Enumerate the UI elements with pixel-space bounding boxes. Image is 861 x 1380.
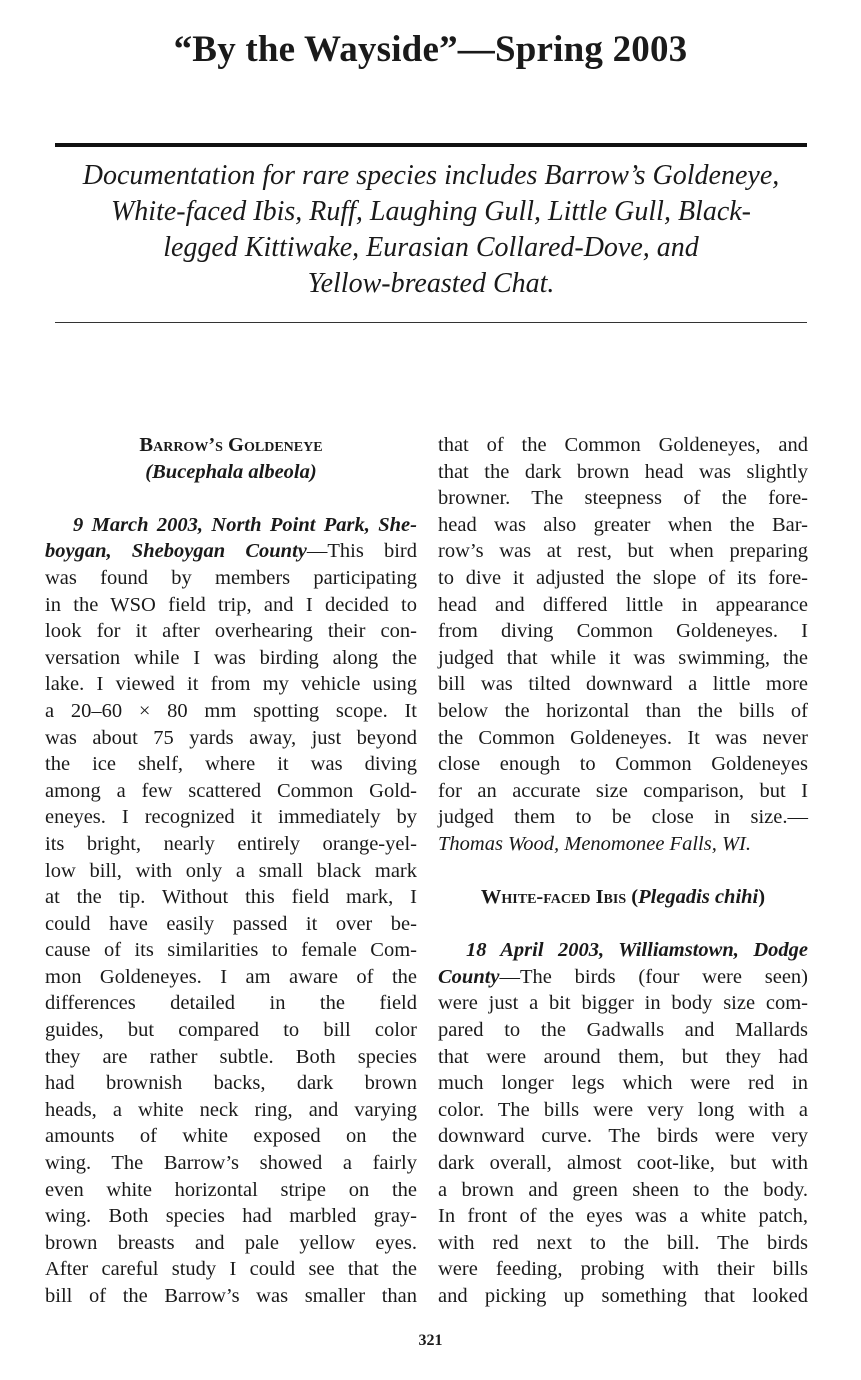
article-title: “By the Wayside”—Spring 2003	[173, 29, 688, 70]
body-line: lake. I viewed it from my vehicle using	[45, 673, 417, 696]
body-line: from diving Common Goldeneyes. I	[438, 620, 808, 643]
species-common-name: Barrow’s Goldeneye	[139, 434, 323, 456]
entry-date-location: boygan, Sheboygan County	[45, 540, 307, 563]
spacer	[438, 911, 808, 938]
spacer	[438, 858, 808, 885]
body-line: browner. The steepness of the fore-	[438, 487, 808, 510]
spacer	[45, 485, 417, 512]
body-line: for an accurate size comparison, but I	[438, 779, 808, 802]
species-common-name: White-faced Ibis	[480, 886, 627, 909]
body-line: judged them to be close in size.—	[438, 806, 808, 829]
body-line: that the dark brown head was slightly	[438, 460, 808, 483]
species-scientific-line	[45, 459, 417, 486]
body-line: In front of the eyes was a white patch,	[438, 1205, 808, 1228]
body-line: a brown and green sheen to the body.	[438, 1178, 808, 1201]
entry-date-line	[45, 512, 417, 539]
right-column	[438, 432, 808, 1310]
body-line: differences detailed in the field	[45, 992, 417, 1015]
observer-signature-line	[438, 831, 808, 858]
title-rule-thick	[55, 143, 807, 147]
abstract-line: Documentation for rare species includes Barrow’s Goldeneye,	[82, 160, 780, 191]
body-line: versation while I was birding along the	[45, 646, 417, 669]
body-line: pared to the Gadwalls and Mallards	[438, 1019, 808, 1042]
observer-signature: Thomas Wood, Menomonee Falls, WI.	[438, 832, 751, 855]
abstract-line: Yellow-breasted Chat.	[307, 268, 555, 299]
body-line: the Common Goldeneyes. It was never	[438, 726, 808, 749]
entry-text: —The birds (four were seen)	[499, 965, 808, 988]
species-heading-white-faced-ibis: White-faced Ibis (Plegadis chihi)	[480, 886, 766, 909]
abstract-line: White-faced Ibis, Ruff, Laughing Gull, Little Gull, Black-	[110, 196, 752, 227]
body-line: was found by members participating	[45, 566, 417, 589]
body-line: in the WSO field trip, and I decided to	[45, 593, 417, 616]
page-number: 321	[418, 1332, 443, 1349]
body-line: close enough to Common Goldeneyes	[438, 753, 808, 776]
body-line: cause of its similarities to female Com-	[45, 939, 417, 962]
body-line: were just a bit bigger in body size com-	[438, 992, 808, 1015]
body-line: among a few scattered Common Gold-	[45, 779, 417, 802]
body-line: look for it after overhearing their con-	[45, 620, 417, 643]
body-line: could have easily passed it over be-	[45, 912, 417, 935]
body-line: amounts of white exposed on the	[45, 1125, 417, 1148]
body-line: was about 75 yards away, just beyond	[45, 726, 417, 749]
body-line: color. The bills were very long with a	[438, 1098, 808, 1121]
body-line: heads, a white neck ring, and varying	[45, 1098, 417, 1121]
abstract-line: legged Kittiwake, Eurasian Collared-Dove, and	[163, 232, 699, 263]
entry-text: —This bird	[306, 540, 418, 563]
entry-date-location: County	[438, 965, 500, 988]
abstract-rule-thin	[55, 322, 807, 323]
body-line: downward curve. The birds were very	[438, 1125, 808, 1148]
body-line: they are rather subtle. Both species	[45, 1045, 417, 1068]
species-scientific-name: Plegadis chihi	[638, 886, 759, 909]
body-line: with red next to the bill. The birds	[438, 1231, 808, 1254]
body-line: and picking up something that looked	[438, 1285, 808, 1307]
body-line: a 20–60 × 80 mm spotting scope. It	[45, 699, 417, 722]
body-line: head was also greater when the Bar-	[438, 513, 808, 536]
body-line: that of the Common Goldeneyes, and	[438, 434, 808, 456]
body-line: eneyes. I recognized it immediately by	[45, 806, 417, 829]
body-line: bill was tilted downward a little more	[438, 673, 808, 696]
body-line: guides, but compared to bill color	[45, 1019, 417, 1042]
body-line: much longer legs which were red in	[438, 1072, 808, 1095]
body-line: wing. Both species had marbled gray-	[45, 1205, 417, 1228]
body-line: the ice shelf, where it was diving	[45, 753, 417, 776]
body-line: at the tip. Without this field mark, I	[45, 886, 417, 909]
article-abstract	[60, 158, 802, 302]
entry-date-location: 18 April 2003, Williamstown, Dodge	[466, 939, 808, 962]
body-line: had brownish backs, dark brown	[45, 1072, 417, 1095]
body-line: After careful study I could see that the	[45, 1258, 417, 1281]
body-line: brown breasts and pale yellow eyes.	[45, 1231, 417, 1254]
body-line: mon Goldeneyes. I am aware of the	[45, 965, 417, 988]
body-line: its bright, nearly entirely orange-yel-	[45, 832, 417, 855]
body-line: that were around them, but they had	[438, 1045, 808, 1068]
species-scientific-name: (Bucephala albeola)	[145, 460, 317, 483]
body-line: low bill, with only a small black mark	[45, 859, 417, 882]
entry-date-line	[45, 538, 417, 565]
left-column	[45, 432, 417, 1310]
species-heading-barrows-goldeneye	[45, 432, 417, 459]
body-line: row’s was at rest, but when preparing	[438, 540, 808, 563]
body-line: dark overall, almost coot-like, but with	[438, 1152, 808, 1175]
body-line: below the horizontal than the bills of	[438, 699, 808, 722]
body-line: head and differed little in appearance	[438, 593, 808, 616]
body-line: even white horizontal stripe on the	[45, 1178, 417, 1201]
body-line: were feeding, probing with their bills	[438, 1258, 808, 1281]
body-line: bill of the Barrow’s was smaller than	[45, 1285, 417, 1307]
body-line: judged that while it was swimming, the	[438, 646, 808, 669]
entry-date-line	[438, 937, 808, 964]
body-line: wing. The Barrow’s showed a fairly	[45, 1152, 417, 1175]
entry-date-line	[438, 964, 808, 991]
body-line: to dive it adjusted the slope of its fore-	[438, 566, 808, 589]
entry-date-location: 9 March 2003, North Point Park, She-	[73, 513, 417, 536]
